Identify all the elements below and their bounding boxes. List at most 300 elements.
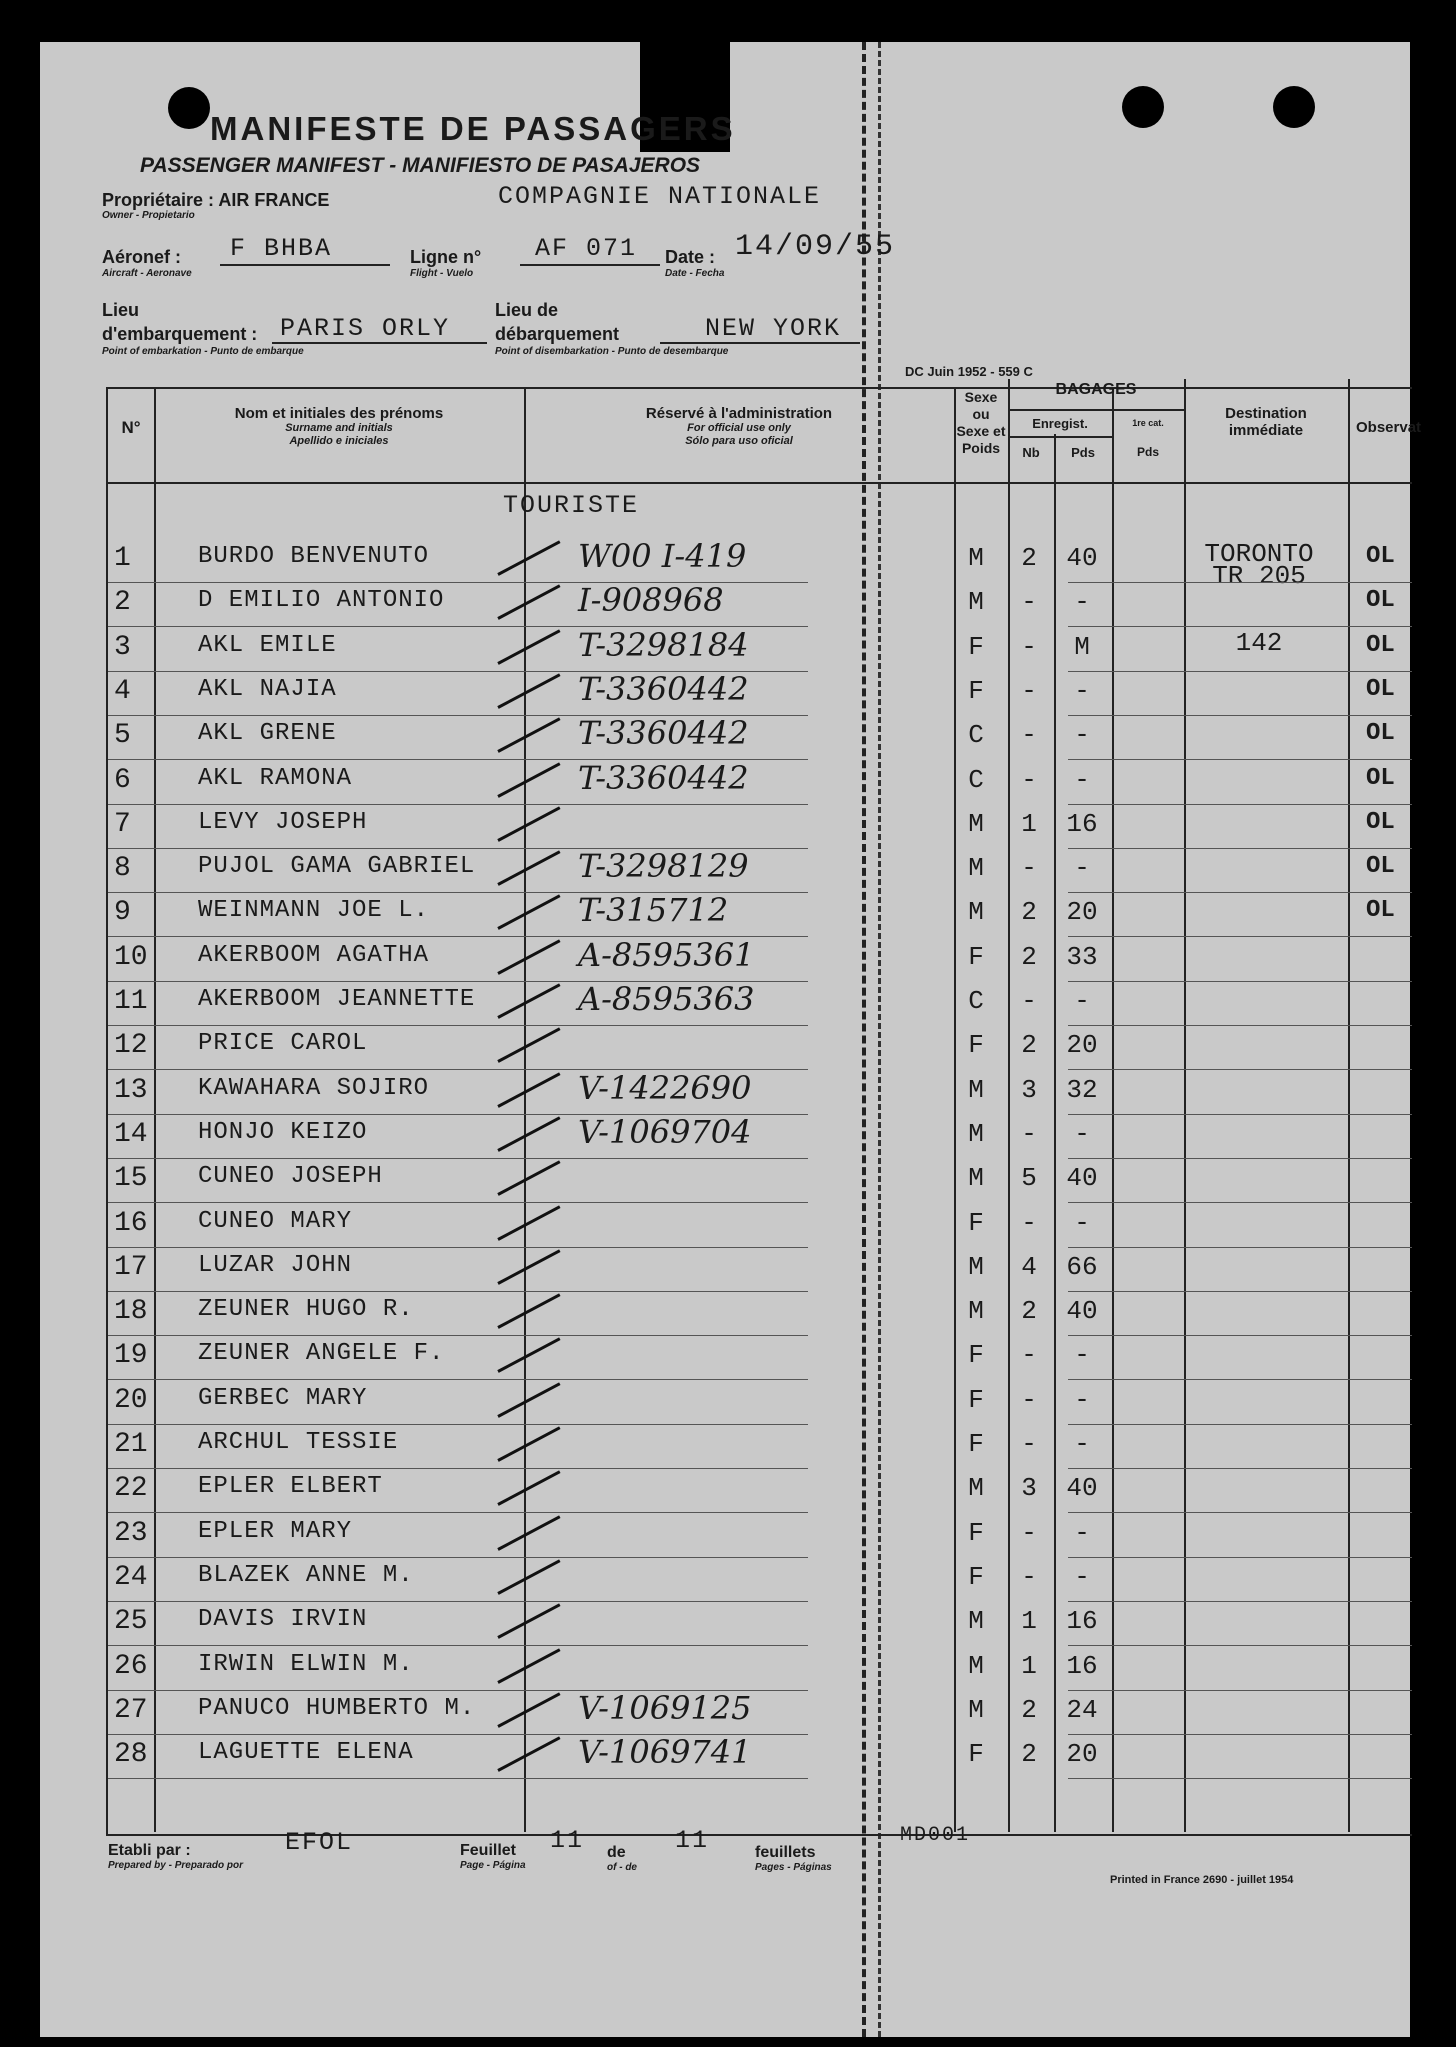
passenger-sex: M — [968, 853, 984, 884]
row-number: 11 — [114, 986, 148, 1017]
passenger-sex: F — [968, 1517, 984, 1548]
passenger-name: KAWAHARA SOJIRO — [198, 1074, 430, 1102]
destination-line-1: TORONTO — [1204, 539, 1314, 569]
admin-reference: I-908968 — [578, 581, 724, 620]
admin-reference: T-315712 — [578, 891, 729, 930]
col-no: N° — [121, 418, 141, 437]
row-number: 17 — [114, 1251, 148, 1283]
date-label: Date : — [665, 247, 716, 267]
row-number: 15 — [114, 1163, 148, 1195]
col-cab-pds: Pds — [1136, 445, 1159, 459]
check-mark — [497, 895, 560, 931]
admin-reference: V-1069704 — [578, 1112, 752, 1151]
aircraft-value: F BHBA — [230, 234, 333, 263]
aircraft-label: Aéronef : — [102, 247, 182, 267]
passenger-sex: M — [968, 1650, 984, 1681]
row-number: 2 — [114, 587, 131, 619]
table-row — [108, 849, 1412, 893]
row-number: 14 — [114, 1118, 148, 1150]
col-sex-4: Poids — [961, 440, 1001, 456]
passenger-name: CUNEO MARY — [198, 1207, 353, 1235]
table-row — [108, 1514, 1412, 1558]
baggage-count: 2 — [1021, 1739, 1037, 1770]
row-number: 25 — [114, 1606, 148, 1638]
prepared-value: EFOL — [285, 1828, 354, 1857]
row-number: 28 — [114, 1739, 148, 1771]
check-mark — [497, 1249, 560, 1285]
passenger-name: LEVY JOSEPH — [198, 808, 368, 836]
row-number: 5 — [114, 720, 131, 752]
passenger-name: AKERBOOM JEANNETTE — [198, 986, 476, 1013]
row-number: 6 — [114, 764, 131, 796]
disembark-label-2: débarquement — [495, 324, 620, 344]
baggage-count: - — [1021, 1561, 1037, 1592]
passenger-sex: M — [968, 1296, 984, 1327]
passenger-sex: F — [968, 631, 984, 662]
baggage-weight: 40 — [1066, 1163, 1098, 1194]
baggage-weight: 66 — [1066, 1251, 1098, 1282]
check-mark — [497, 1736, 560, 1772]
aircraft-line — [220, 264, 390, 266]
col-enreg: Enregist. — [1032, 416, 1088, 431]
of — [607, 1844, 637, 1873]
row-number: 26 — [114, 1650, 148, 1682]
baggage-weight: 24 — [1066, 1694, 1098, 1725]
row-number: 8 — [114, 853, 131, 885]
check-mark — [497, 1028, 560, 1064]
check-mark — [497, 1648, 560, 1684]
table-row — [108, 1159, 1412, 1203]
baggage-count: - — [1021, 1118, 1037, 1149]
passenger-sex: C — [968, 720, 984, 751]
enreg-line — [1008, 436, 1112, 438]
table-row — [108, 1026, 1412, 1070]
passenger-name: ARCHUL TESSIE — [198, 1429, 399, 1456]
prepared-sub: Prepared by - Preparado por — [108, 1860, 244, 1871]
form-number: MD001 — [900, 1824, 971, 1847]
passenger-sex: M — [968, 1473, 984, 1504]
passenger-name: PUJOL GAMA GABRIEL — [198, 853, 476, 881]
baggage-weight: 40 — [1066, 1473, 1098, 1504]
check-mark — [497, 939, 560, 975]
check-mark — [497, 1604, 560, 1640]
row-number: 23 — [114, 1517, 148, 1549]
baggage-weight: 32 — [1066, 1074, 1098, 1105]
passenger-name: PANUCO HUMBERTO M. — [198, 1694, 476, 1722]
table-row — [108, 1602, 1412, 1646]
baggage-count: - — [1021, 1207, 1037, 1238]
baggage-count: 1 — [1021, 808, 1037, 839]
col-sex-3: Sexe et — [956, 423, 1006, 439]
check-mark — [497, 1471, 560, 1507]
baggage-weight: - — [1074, 1340, 1090, 1371]
passenger-name: ZEUNER HUGO R. — [198, 1296, 414, 1324]
row-number: 16 — [114, 1207, 148, 1239]
baggage-count: 5 — [1021, 1163, 1037, 1194]
table-row — [108, 893, 1412, 937]
row-number: 3 — [114, 631, 131, 663]
table-row — [108, 583, 1412, 627]
check-mark — [497, 585, 560, 621]
sheet-label: Feuillet — [460, 1842, 517, 1859]
passenger-name: PRICE CAROL — [198, 1030, 368, 1058]
table-row — [108, 1469, 1412, 1513]
passenger-sex: M — [968, 1251, 984, 1282]
baggage-count: 2 — [1021, 543, 1037, 573]
passenger-name: EPLER ELBERT — [198, 1473, 383, 1501]
manifest-sheet — [40, 42, 1422, 2037]
table-row — [108, 935, 1412, 982]
passenger-name: AKL NAJIA — [198, 675, 337, 703]
col-admin-label: Réservé à l'administration — [645, 405, 833, 422]
check-mark — [497, 1072, 560, 1108]
baggage-weight: - — [1074, 1517, 1090, 1548]
baggage-weight: - — [1074, 1118, 1090, 1149]
passenger-sex: M — [968, 1163, 984, 1194]
row-number: 19 — [114, 1340, 148, 1372]
row-rule — [108, 1778, 808, 1779]
table-row — [108, 1647, 1412, 1691]
passenger-sex: M — [968, 897, 984, 928]
embark-label-1: Lieu — [102, 300, 140, 320]
baggage-weight: 16 — [1066, 808, 1098, 839]
passenger-name: CUNEO JOSEPH — [198, 1163, 383, 1191]
admin-reference: T-3360442 — [578, 669, 749, 708]
col-dest-2: immédiate — [1228, 422, 1304, 439]
observation: OL — [1366, 897, 1395, 925]
destination-line-1: 142 — [1235, 627, 1283, 658]
col-cab: 1re cat. — [1132, 418, 1164, 428]
passenger-name: AKL RAMONA — [198, 764, 353, 792]
check-mark — [497, 1559, 560, 1595]
sheets-label: feuillets — [755, 1844, 816, 1861]
check-mark — [497, 1426, 560, 1462]
check-mark — [497, 718, 560, 754]
row-number: 24 — [114, 1561, 148, 1593]
admin-reference: T-3298184 — [578, 625, 749, 664]
passenger-name: BLAZEK ANNE M. — [198, 1561, 414, 1589]
table-row — [108, 1425, 1412, 1469]
passenger-name: AKERBOOM AGATHA — [198, 941, 430, 969]
passenger-sex: M — [968, 543, 984, 573]
baggage-weight: - — [1074, 587, 1090, 618]
prepared-label: Etabli par : — [108, 1842, 191, 1859]
row-number: 18 — [114, 1296, 148, 1328]
baggage-weight: 20 — [1066, 1739, 1098, 1770]
baggage-count: 2 — [1021, 1296, 1037, 1327]
passenger-name: BURDO BENVENUTO — [198, 543, 430, 570]
passenger-sex: M — [968, 1118, 984, 1149]
baggage-weight: - — [1074, 853, 1090, 884]
row-number: 13 — [114, 1074, 148, 1106]
table-row — [108, 982, 1412, 1026]
bagages-line — [1008, 409, 1184, 411]
admin-reference: A-8595361 — [578, 935, 755, 974]
admin-reference: T-3360442 — [578, 758, 749, 797]
admin-reference: V-1422690 — [578, 1068, 752, 1107]
check-mark — [497, 1692, 560, 1728]
passenger-sex: F — [968, 1739, 984, 1770]
check-mark — [497, 1205, 560, 1241]
col-destination — [1184, 405, 1348, 439]
baggage-weight: M — [1074, 631, 1090, 662]
table-row — [108, 1381, 1412, 1425]
owner-label: Propriétaire : AIR FRANCE — [102, 190, 330, 210]
passenger-name: IRWIN ELWIN M. — [198, 1650, 414, 1678]
printed-in: Printed in France 2690 - juillet 1954 — [1110, 1874, 1294, 1886]
baggage-count: 2 — [1021, 897, 1037, 928]
form-code: DC Juin 1952 - 559 C — [905, 364, 1033, 379]
passenger-sex: C — [968, 986, 984, 1016]
passenger-name: LUZAR JOHN — [198, 1251, 353, 1279]
admin-reference: V-1069741 — [578, 1733, 752, 1772]
owner-value: COMPAGNIE NATIONALE — [498, 182, 822, 211]
table-row — [108, 537, 1412, 591]
table-row — [108, 1292, 1412, 1336]
baggage-count: - — [1021, 720, 1037, 751]
passenger-sex: M — [968, 1694, 984, 1725]
disembark-sub: Point of disembarkation - Punto de desembarque — [495, 346, 729, 357]
baggage-weight: 40 — [1066, 543, 1098, 573]
admin-reference: T-3298129 — [578, 847, 749, 886]
baggage-weight: 33 — [1066, 941, 1098, 972]
baggage-weight: 40 — [1066, 1296, 1098, 1327]
check-mark — [497, 1161, 560, 1197]
baggage-weight: - — [1074, 675, 1090, 706]
check-mark — [497, 629, 560, 665]
line-underline — [520, 264, 660, 266]
row-number: 22 — [114, 1473, 148, 1505]
passenger-name: WEINMANN JOE L. — [198, 897, 430, 925]
baggage-count: 2 — [1021, 1030, 1037, 1061]
observation: OL — [1366, 853, 1395, 881]
prepared-by — [108, 1842, 243, 1871]
punch-hole-left — [168, 87, 210, 129]
line-label: Ligne n° — [410, 247, 482, 267]
baggage-weight: 20 — [1066, 1030, 1098, 1061]
passenger-name: GERBEC MARY — [198, 1384, 368, 1412]
embark-underline — [272, 342, 487, 344]
passenger-sex: F — [968, 941, 984, 972]
embark-label-2: d'embarquement : — [102, 324, 258, 344]
of-value: 11 — [675, 1826, 710, 1855]
passenger-sex: M — [968, 1074, 984, 1105]
check-mark — [497, 673, 560, 709]
observation: OL — [1366, 543, 1395, 570]
row-number: 10 — [114, 941, 148, 973]
observation: OL — [1366, 720, 1395, 748]
col-sex — [954, 389, 1008, 457]
baggage-count: - — [1021, 675, 1037, 706]
check-mark — [497, 762, 560, 798]
col-observations: Observat — [1356, 419, 1422, 436]
passenger-sex: M — [968, 1606, 984, 1637]
manifest-title: MANIFESTE DE PASSAGERS — [210, 110, 736, 147]
line-sub: Flight - Vuelo — [410, 268, 474, 279]
passenger-sex: F — [968, 1207, 984, 1238]
observation: OL — [1366, 675, 1395, 703]
owner-sub: Owner - Propietario — [102, 210, 195, 221]
observation: OL — [1366, 764, 1395, 792]
baggage-weight: - — [1074, 720, 1090, 751]
check-mark — [497, 1515, 560, 1551]
col-name-sub2: Apellido e iniciales — [289, 435, 389, 447]
check-mark — [497, 850, 560, 886]
passenger-sex: M — [968, 587, 984, 618]
check-mark — [497, 1293, 560, 1329]
passenger-sex: C — [968, 764, 984, 795]
col-pds: Pds — [1071, 445, 1095, 460]
col-admin-sub1: For official use only — [687, 422, 791, 434]
col-nb: Nb — [1022, 445, 1040, 460]
passenger-name: LAGUETTE ELENA — [198, 1739, 414, 1767]
manifest-subtitle: PASSENGER MANIFEST - MANIFIESTO DE PASAJEROS — [140, 154, 701, 177]
table-row — [108, 1735, 1412, 1779]
table-row — [108, 1204, 1412, 1248]
baggage-weight: 20 — [1066, 897, 1098, 928]
col-admin — [524, 405, 954, 448]
baggage-weight: - — [1074, 1384, 1090, 1415]
baggage-count: - — [1021, 853, 1037, 884]
baggage-weight: - — [1074, 764, 1090, 795]
table-row — [108, 1336, 1412, 1380]
admin-reference: W00 I-419 — [578, 537, 747, 575]
passenger-name: DAVIS IRVIN — [198, 1606, 368, 1634]
baggage-count: - — [1021, 1429, 1037, 1459]
destination — [1194, 539, 1324, 591]
observation: OL — [1366, 631, 1395, 659]
check-mark — [497, 806, 560, 842]
baggage-weight: 16 — [1066, 1650, 1098, 1681]
passenger-name: D EMILIO ANTONIO — [198, 587, 445, 615]
punch-hole-right-2 — [1273, 86, 1315, 128]
passenger-name: AKL GRENE — [198, 720, 337, 748]
baggage-weight: 16 — [1066, 1606, 1098, 1637]
passenger-sex: F — [968, 1340, 984, 1371]
disembark-underline — [660, 342, 860, 344]
baggage-count: 3 — [1021, 1473, 1037, 1504]
check-mark — [497, 540, 560, 576]
col-dest-1: Destination — [1225, 405, 1307, 422]
embark-sub: Point of embarkation - Punto de embarque — [102, 346, 304, 357]
passenger-sex: F — [968, 1030, 984, 1061]
row-number: 1 — [114, 543, 131, 574]
col-admin-sub2: Sólo para uso oficial — [685, 435, 793, 447]
passenger-name: AKL EMILE — [198, 631, 337, 659]
check-mark — [497, 983, 560, 1019]
passenger-table — [106, 381, 1422, 1836]
baggage-weight: - — [1074, 1429, 1090, 1459]
table-row — [108, 1248, 1412, 1292]
baggage-count: 2 — [1021, 1694, 1037, 1725]
sheets-sub: Pages - Páginas — [755, 1862, 832, 1873]
disembark-label-1: Lieu de — [495, 300, 559, 320]
disembark-value: NEW YORK — [705, 314, 842, 343]
row-number: 4 — [114, 675, 131, 707]
embark-value: PARIS ORLY — [280, 314, 451, 343]
row-number: 21 — [114, 1429, 148, 1460]
col-name-label: Nom et initiales des prénoms — [234, 405, 444, 422]
baggage-count: - — [1021, 1384, 1037, 1415]
col-bagages: BAGAGES — [1055, 381, 1137, 398]
row-number: 7 — [114, 808, 131, 840]
check-mark — [497, 1382, 560, 1418]
admin-reference: A-8595363 — [578, 980, 755, 1018]
section-label: TOURISTE — [503, 491, 640, 520]
baggage-count: 4 — [1021, 1251, 1037, 1282]
punch-hole-right-1 — [1122, 86, 1164, 128]
destination — [1194, 627, 1324, 658]
passenger-name: ZEUNER ANGELE F. — [198, 1340, 445, 1368]
row-rule-right — [1068, 1778, 1412, 1779]
baggage-weight: - — [1074, 1207, 1090, 1238]
passenger-sex: F — [968, 1561, 984, 1592]
table-row — [108, 669, 1412, 716]
passenger-name: EPLER MARY — [198, 1517, 353, 1545]
table-row — [108, 805, 1412, 849]
destination-line-2: TR 205 — [1212, 561, 1306, 591]
col-sex-1: Sexe — [964, 389, 998, 405]
row-number: 20 — [114, 1384, 148, 1416]
baggage-count: 3 — [1021, 1074, 1037, 1105]
admin-reference: V-1069125 — [578, 1688, 752, 1727]
passenger-sex: F — [968, 675, 984, 706]
baggage-count: - — [1021, 986, 1037, 1016]
date-value: 14/09/55 — [735, 230, 896, 264]
baggage-count: - — [1021, 1517, 1037, 1548]
baggage-count: - — [1021, 1340, 1037, 1371]
baggage-count: 1 — [1021, 1606, 1037, 1637]
header-bottom-line — [108, 482, 1412, 484]
of-label: de — [607, 1844, 626, 1861]
check-mark — [497, 1116, 560, 1152]
observation: OL — [1366, 808, 1395, 836]
table-row — [108, 625, 1412, 672]
baggage-count: 2 — [1021, 941, 1037, 972]
observation: OL — [1366, 587, 1395, 615]
table-row — [108, 1112, 1412, 1159]
table-row — [108, 716, 1412, 760]
baggage-weight: - — [1074, 1561, 1090, 1592]
baggage-count: - — [1021, 631, 1037, 662]
sheets — [755, 1844, 832, 1873]
of-sub: of - de — [607, 1862, 637, 1873]
row-number: 27 — [114, 1694, 148, 1726]
table-row — [108, 1558, 1412, 1602]
passenger-sex: F — [968, 1384, 984, 1415]
table-row — [108, 758, 1412, 805]
row-number: 9 — [114, 897, 131, 929]
passenger-sex: F — [968, 1429, 984, 1459]
sheet — [460, 1842, 526, 1871]
passenger-sex: M — [968, 808, 984, 839]
baggage-count: 1 — [1021, 1650, 1037, 1681]
aircraft-sub: Aircraft - Aeronave — [102, 268, 192, 279]
row-number: 12 — [114, 1030, 148, 1062]
sheet-sub: Page - Página — [460, 1860, 526, 1871]
sheet-value: 11 — [550, 1826, 585, 1855]
col-name-sub1: Surname and initials — [285, 422, 393, 434]
admin-reference: T-3360442 — [578, 714, 749, 753]
table-row — [108, 1068, 1412, 1115]
col-sex-2: ou — [972, 406, 990, 422]
check-mark — [497, 1338, 560, 1374]
baggage-weight: - — [1074, 986, 1090, 1016]
date-sub: Date - Fecha — [665, 268, 725, 279]
baggage-count: - — [1021, 764, 1037, 795]
baggage-count: - — [1021, 587, 1037, 618]
table-row — [108, 1688, 1412, 1735]
